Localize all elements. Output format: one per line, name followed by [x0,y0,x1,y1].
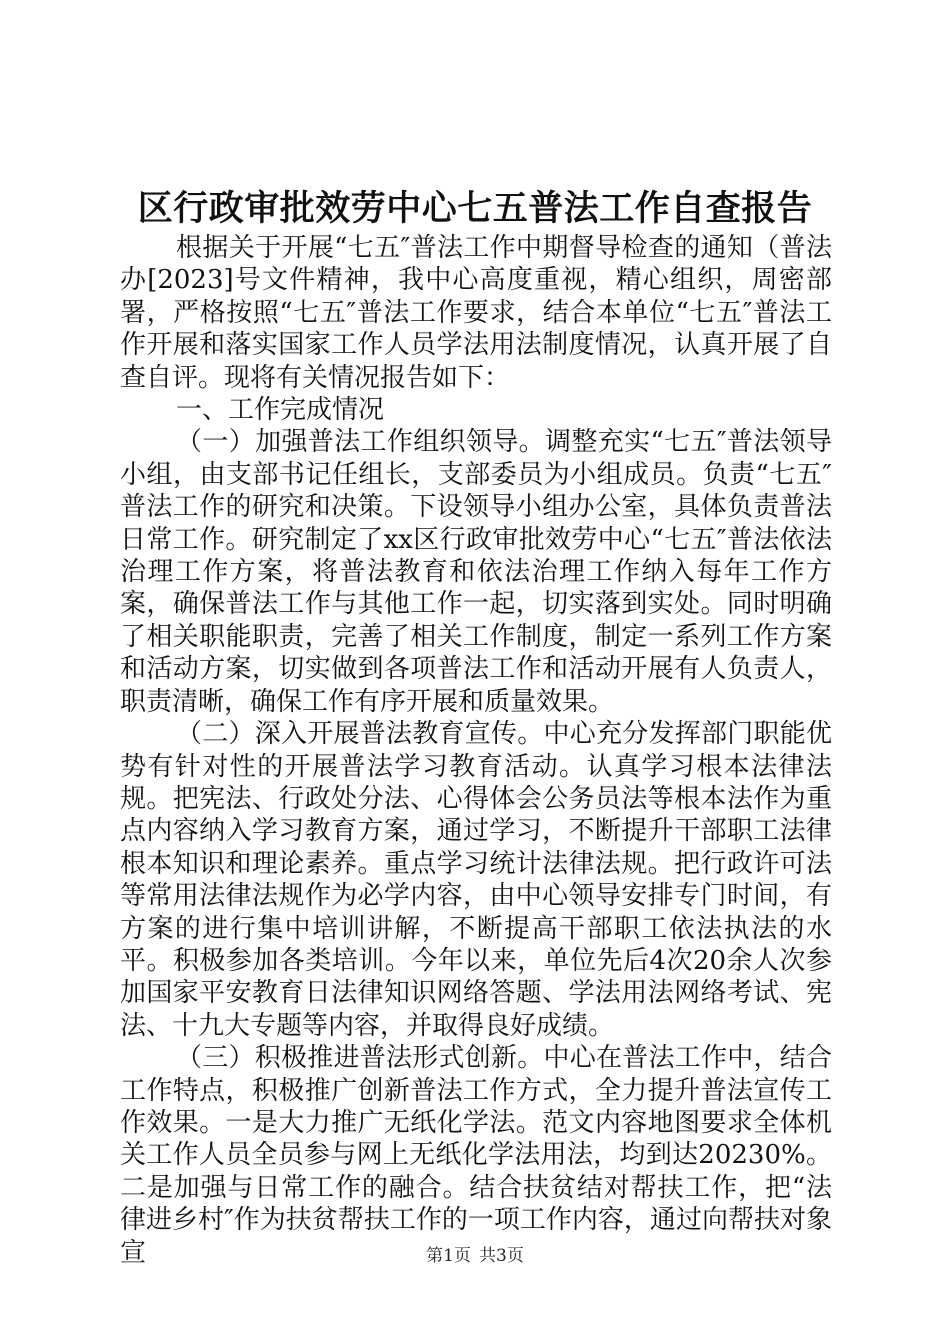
page-footer [0,1245,950,1267]
document-body [120,232,832,1269]
paragraph-organization: （一）加强普法工作组织领导。调整充实“七五″普法领导小组，由支部书记任组长，支部委员为小组成员。负责“七五″普法工作的研究和决策。下设领导小组办公室，具体负责普法日常工作。研究制定了xx区行政审批效劳中心“七五″普法依法治理工作方案，将普法教育和依法治理工作纳入每年工作方案，确保普法工作与其他工作一起，切实落到实处。同时明确了相关职能职责，完善了相关工作制度，制定一系列工作方案和活动方案，切实做到各项普法工作和活动开展有人负责人，职责清晰，确保工作有序开展和质量效果。 [120,427,832,717]
page-number: 第1页 [426,1246,471,1266]
paragraph-education: （二）深入开展普法教育宣传。中心充分发挥部门职能优势有针对性的开展普法学习教育活动。认真学习根本法律法规。把宪法、行政处分法、心得体会公务员法等根本法作为重点内容纳入学习教育方案，通过学习，不断提升干部职工法律根本知识和理论素养。重点学习统计法律法规。把行政许可法等常用法律法规作为必学内容，由中心领导安排专门时间，有方案的进行集中培训讲解，不断提高干部职工依法执法的水平。积极参加各类培训。今年以来，单位先后4次20余人次参加国家平安教育日法律知识网络答题、学法用法网络考试、宪法、十九大专题等内容，并取得良好成绩。 [120,719,832,1041]
page-total: 共3页 [479,1246,524,1266]
section-heading-work-completion: 一、工作完成情况 [176,395,385,426]
paragraph-intro: 根据关于开展“七五″普法工作中期督导检查的通知（普法办[2023]号文件精神，我中心高度重视，精心组织，周密部署，严格按照“七五″普法工作要求，结合本单位“七五″普法工作开展和落实国家工作人员学法用法制度情况，认真开展了自查自评。现将有关情况报告如下： [120,233,832,393]
paragraph-innovation: （三）积极推进普法形式创新。中心在普法工作中，结合工作特点，积极推广创新普法工作方式，全力提升普法宣传工作效果。一是大力推广无纸化学法。范文内容地图要求全体机关工作人员全员参与网上无纸化学法用法，均到达20230%。二是加强与日常工作的融合。结合扶贫结对帮扶工作，把“法律进乡村″作为扶贫帮扶工作的一项工作内容，通过向帮扶对象宣 [120,1043,832,1268]
document-title: 区行政审批效劳中心七五普法工作自查报告 [137,188,813,229]
